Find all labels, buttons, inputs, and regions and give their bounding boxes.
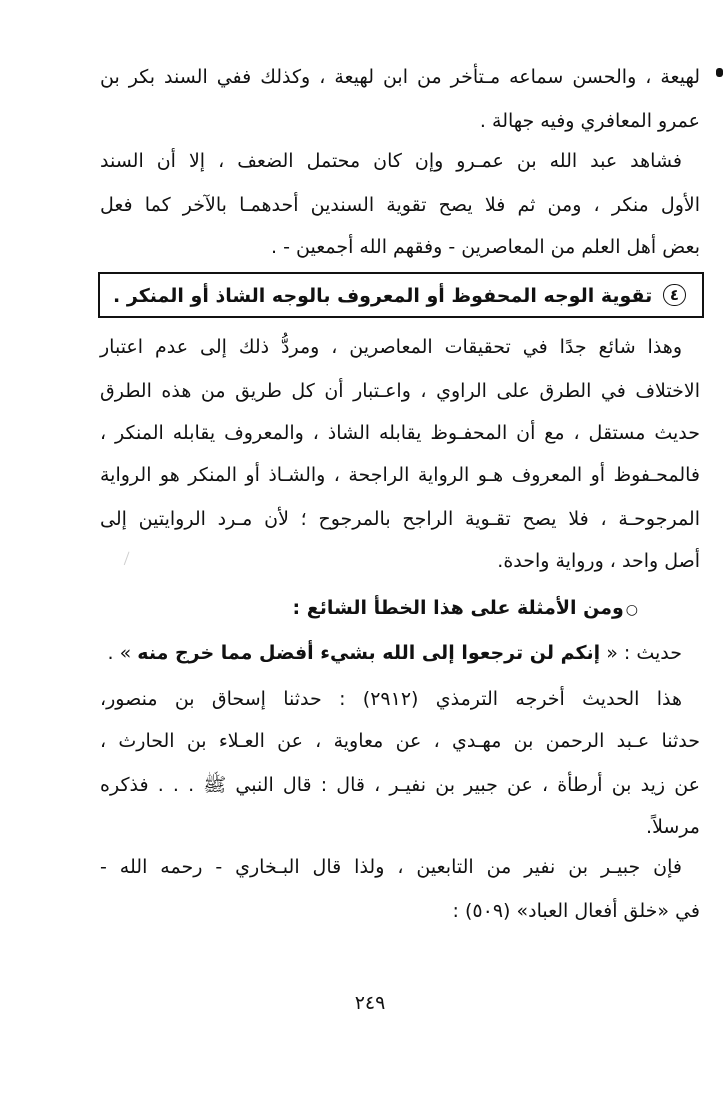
paragraph3-line6: أصل واحد ، ورواية واحدة. (497, 550, 700, 572)
paragraph4-line4: مرسلاً. (646, 816, 700, 838)
paragraph4-line3: عن زيد بن أرطأة ، عن جبير بن نفيـر ، قال : قال النبي ﷺ . . . فذكره (100, 774, 700, 796)
section-heading-text: تقوية الوجه المحفوظ أو المعروف بالوجه الشاذ أو المنكر . (113, 285, 653, 307)
hadith-suffix: » . (107, 642, 132, 664)
paragraph2-line1: فشاهد عبد الله بن عمـرو وإن كان محتمل الضعف ، إلا أن السند (100, 150, 682, 172)
bullet-circle-icon: ○ (625, 602, 638, 618)
examples-subheading (293, 593, 638, 625)
page-number: ٢٤٩ (354, 992, 386, 1014)
examples-subheading-text: ومن الأمثلة على هذا الخطأ الشائع : (292, 597, 624, 619)
hadith-line (100, 638, 700, 668)
paragraph1-line1: لهيعة ، والحسن سماعه مـتأخر من ابن لهيعة ، وكذلك ففي السند بكر بن (100, 66, 700, 88)
paragraph5-line1: فإن جبيـر بن نفير من التابعين ، ولذا قال البـخاري - رحمه الله - (100, 856, 682, 878)
paragraph3-line5: المرجوحـة ، فلا يصح تقـوية الراجح بالمرجوح ؛ لأن مـرد الروايتين إلى (100, 508, 700, 530)
paragraph3-line1: وهذا شائع جدًا في تحقيقات المعاصرين ، ومردُّ ذلك إلى عدم اعتبار (100, 336, 682, 358)
paragraph3-line4: فالمحـفوظ أو المعروف هـو الرواية الراجحة ، والشـاذ أو المنكر هو الرواية (100, 464, 700, 486)
paragraph4-line1: هذا الحديث أخرجه الترمذي (٢٩١٢) : حدثنا إسحاق بن منصور، (100, 688, 682, 710)
section-number-badge: ٤ (663, 284, 686, 306)
paragraph4-line2: حدثنا عـبد الرحمن بن مهـدي ، عن معاوية ، عن العـلاء بن الحارث ، (100, 730, 700, 752)
paragraph3-line2: الاختلاف في الطرق على الراوي ، واعـتبار أن كل طريق من هذه الطرق (100, 380, 700, 402)
paragraph5-line2: في «خلق أفعال العباد» (٥٠٩) : (452, 900, 700, 922)
section-heading-box (98, 272, 704, 318)
paragraph3-line3: حديث مستقل ، مع أن المحفـوظ يقابله الشاذ ، والمعروف يقابله المنكر ، (100, 422, 700, 444)
hadith-text: إنكم لن ترجعوا إلى الله بشيء أفضل مما خرج منه (137, 642, 601, 664)
paragraph2-line2: الأول منكر ، ومن ثم فلا يصح تقوية السندين أحدهمـا بالآخر كما فعل (100, 194, 700, 216)
section-heading (113, 282, 686, 310)
paragraph2-line3: بعض أهل العلم من المعاصرين - وفقهم الله أجمعين - . (271, 236, 700, 258)
hadith-prefix: حديث : « (606, 642, 682, 664)
page-edge-mark (716, 68, 723, 77)
paragraph1-line2: عمرو المعافري وفيه جهالة . (479, 110, 700, 132)
